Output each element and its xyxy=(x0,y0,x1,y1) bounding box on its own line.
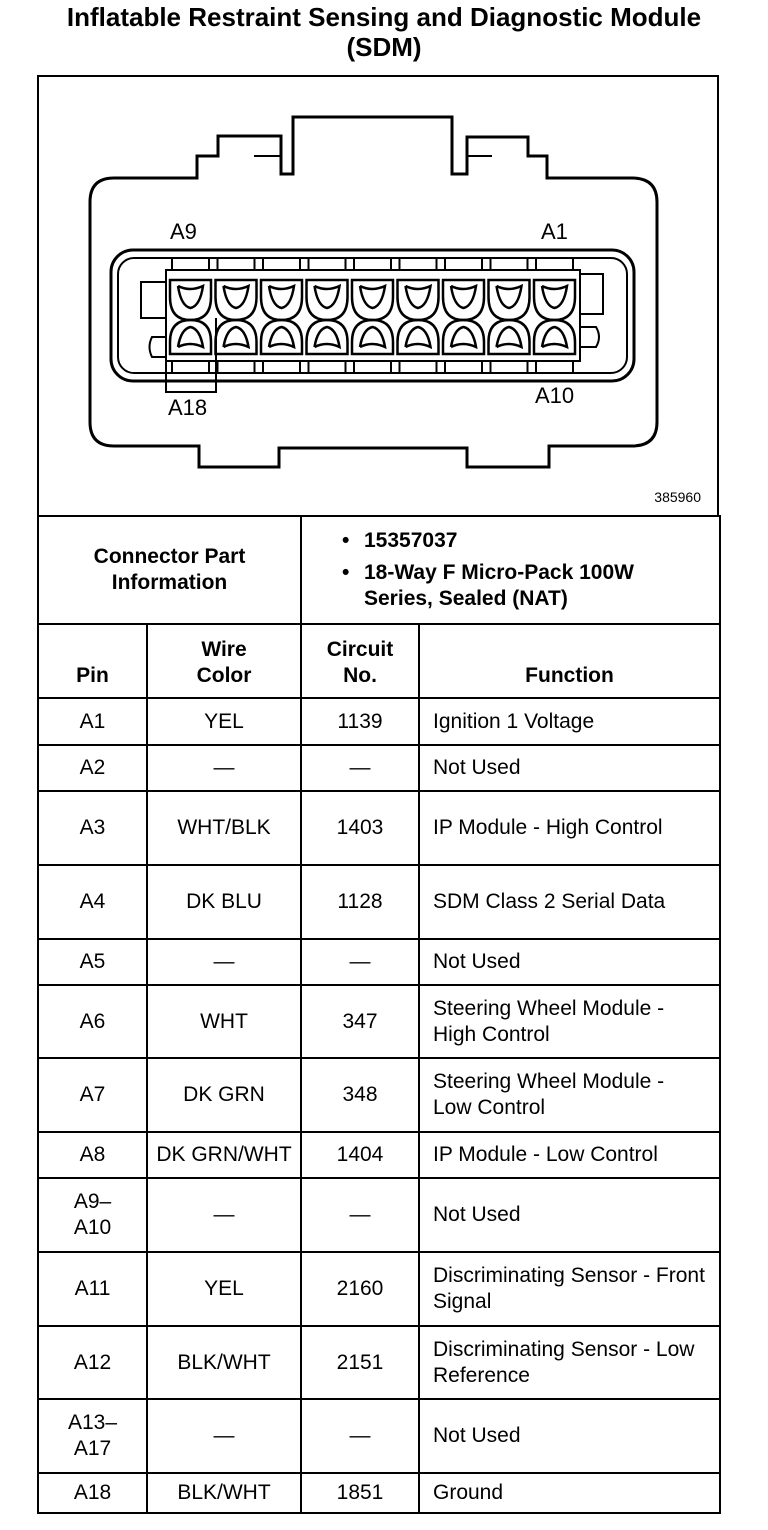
wire-color-cell: — xyxy=(147,1399,301,1473)
table-row xyxy=(38,1132,720,1178)
wire-color-cell: — xyxy=(147,745,301,791)
wire-color-cell: DK GRN/WHT xyxy=(147,1132,301,1178)
pin-cell xyxy=(38,939,147,985)
pin-text: A9–A10 xyxy=(73,1190,112,1239)
wire-color-cell: DK BLU xyxy=(147,865,301,939)
circuit-cell: — xyxy=(301,1399,419,1473)
wire-color-cell: DK GRN xyxy=(147,1058,301,1132)
connector-part-number: • 15357037 xyxy=(342,528,719,554)
pin-cell xyxy=(38,1132,147,1178)
circuit-cell: — xyxy=(301,939,419,985)
pin-text: A12 xyxy=(73,1350,112,1374)
terminal-cavity xyxy=(352,280,393,320)
terminal-cavity xyxy=(534,280,575,320)
pin-cell xyxy=(38,1058,147,1132)
function-cell xyxy=(419,1178,720,1252)
header-wire-color xyxy=(147,624,301,698)
pin-cell xyxy=(38,1399,147,1473)
terminal-cavity xyxy=(443,280,484,320)
function-text: Not Used xyxy=(433,1424,521,1447)
header-function: Function xyxy=(419,624,720,698)
terminal-cavity xyxy=(534,320,575,354)
connector-face-illustration xyxy=(39,77,721,517)
function-text: Not Used xyxy=(433,950,521,973)
page-title: Inflatable Restraint Sensing and Diagnostic Module (SDM) xyxy=(66,2,702,62)
circuit-cell: — xyxy=(301,1178,419,1252)
pin-cell xyxy=(38,865,147,939)
connector-info-label xyxy=(38,516,301,624)
header-wire-color-text: Wire Color xyxy=(196,638,252,687)
function-cell xyxy=(419,1326,720,1399)
connector-info-row xyxy=(38,516,720,624)
header-circuit xyxy=(301,624,419,698)
figure-number: 385960 xyxy=(654,489,701,505)
wire-color-cell: YEL xyxy=(147,698,301,745)
terminal-cavity xyxy=(443,320,484,354)
pin-text: A13–A17 xyxy=(67,1411,118,1460)
function-text: Discriminating Sensor - Low Reference xyxy=(433,1337,695,1387)
table-row xyxy=(38,1178,720,1252)
table-header-row xyxy=(38,624,720,698)
terminal-cavity xyxy=(489,280,530,320)
pin-cell xyxy=(38,1178,147,1252)
pin-cell xyxy=(38,985,147,1058)
pin-cell xyxy=(38,1326,147,1399)
function-cell xyxy=(419,745,720,791)
wire-color-cell: — xyxy=(147,939,301,985)
terminal-cavity xyxy=(261,320,302,354)
circuit-cell: 1128 xyxy=(301,865,419,939)
table-row xyxy=(38,939,720,985)
header-circuit-text: Circuit No. xyxy=(326,638,394,687)
function-text: IP Module - High Control xyxy=(433,816,663,839)
terminal-cavity xyxy=(216,280,257,320)
pin-text: A5 xyxy=(79,950,106,973)
table-row xyxy=(38,865,720,939)
table-row xyxy=(38,1326,720,1399)
pin-label-a18: A18 xyxy=(168,395,208,420)
function-cell xyxy=(419,1399,720,1473)
wire-color-cell: BLK/WHT xyxy=(147,1326,301,1399)
circuit-cell: 1404 xyxy=(301,1132,419,1178)
function-text: Not Used xyxy=(433,1203,521,1226)
pin-text: A4 xyxy=(79,890,106,913)
pin-cell xyxy=(38,1473,147,1513)
terminal-cavity xyxy=(170,320,211,354)
table-row xyxy=(38,745,720,791)
table-row xyxy=(38,1399,720,1473)
connector-info-label-text: Connector Part Information xyxy=(93,545,246,594)
function-cell xyxy=(419,939,720,985)
function-cell xyxy=(419,1473,720,1513)
circuit-cell: 347 xyxy=(301,985,419,1058)
pin-cell xyxy=(38,791,147,865)
connector-info-values xyxy=(301,516,720,624)
pin-text: A8 xyxy=(79,1143,106,1166)
function-text: IP Module - Low Control xyxy=(433,1143,658,1166)
function-text: Steering Wheel Module - Low Control xyxy=(433,1070,665,1119)
terminal-cavity xyxy=(398,320,439,354)
wire-color-cell: WHT xyxy=(147,985,301,1058)
pin-text: A1 xyxy=(79,709,106,733)
wire-color-cell: BLK/WHT xyxy=(147,1473,301,1513)
function-text: Not Used xyxy=(433,756,521,779)
pin-text: A11 xyxy=(74,1277,111,1300)
function-cell xyxy=(419,1058,720,1132)
connector-pinout-table xyxy=(37,515,721,1514)
connector-diagram xyxy=(37,75,719,515)
table-row xyxy=(38,698,720,745)
circuit-cell: 1851 xyxy=(301,1473,419,1513)
function-cell xyxy=(419,698,720,745)
terminal-cavity xyxy=(307,320,348,354)
pin-text: A3 xyxy=(79,816,106,839)
pin-label-a1: A1 xyxy=(541,219,568,244)
function-text: SDM Class 2 Serial Data xyxy=(433,890,666,913)
terminal-cavity xyxy=(307,280,348,320)
wire-color-cell: WHT/BLK xyxy=(147,791,301,865)
table-row xyxy=(38,1058,720,1132)
connector-description: • 18-Way F Micro-Pack 100W Series, Sealed (NAT) xyxy=(342,560,704,612)
table-row xyxy=(38,1252,720,1326)
function-text: Ignition 1 Voltage xyxy=(433,709,595,733)
function-cell xyxy=(419,1132,720,1178)
function-text: Discriminating Sensor - Front Signal xyxy=(433,1264,705,1313)
pin-cell xyxy=(38,1252,147,1326)
circuit-cell: 348 xyxy=(301,1058,419,1132)
terminal-cavity xyxy=(489,320,530,354)
function-cell xyxy=(419,1252,720,1326)
table-row xyxy=(38,985,720,1058)
pin-cell xyxy=(38,745,147,791)
header-pin: Pin xyxy=(38,624,147,698)
terminal-cavity xyxy=(261,280,302,320)
terminal-cavity xyxy=(170,280,211,320)
function-text: Steering Wheel Module - High Control xyxy=(433,996,665,1046)
circuit-cell: 1139 xyxy=(301,698,419,745)
circuit-cell: 2160 xyxy=(301,1252,419,1326)
function-text: Ground xyxy=(433,1481,504,1504)
wire-color-cell: — xyxy=(147,1178,301,1252)
pin-text: A6 xyxy=(79,1009,106,1033)
circuit-cell: 1403 xyxy=(301,791,419,865)
function-cell xyxy=(419,865,720,939)
terminal-cavity xyxy=(352,320,393,354)
circuit-cell: 2151 xyxy=(301,1326,419,1399)
pin-text: A7 xyxy=(79,1083,106,1106)
table-row xyxy=(38,791,720,865)
terminal-cavity xyxy=(216,320,257,354)
pin-text: A2 xyxy=(79,756,106,779)
function-cell xyxy=(419,985,720,1058)
terminal-cavities xyxy=(170,258,575,373)
terminal-block xyxy=(166,270,580,361)
function-cell xyxy=(419,791,720,865)
table-row xyxy=(38,1473,720,1513)
pin-cell xyxy=(38,698,147,745)
terminal-cavity xyxy=(398,280,439,320)
pin-label-a10: A10 xyxy=(535,383,575,408)
wire-color-cell: YEL xyxy=(147,1252,301,1326)
circuit-cell: — xyxy=(301,745,419,791)
pin-label-a9: A9 xyxy=(170,219,197,244)
pin-text: A18 xyxy=(73,1481,112,1504)
